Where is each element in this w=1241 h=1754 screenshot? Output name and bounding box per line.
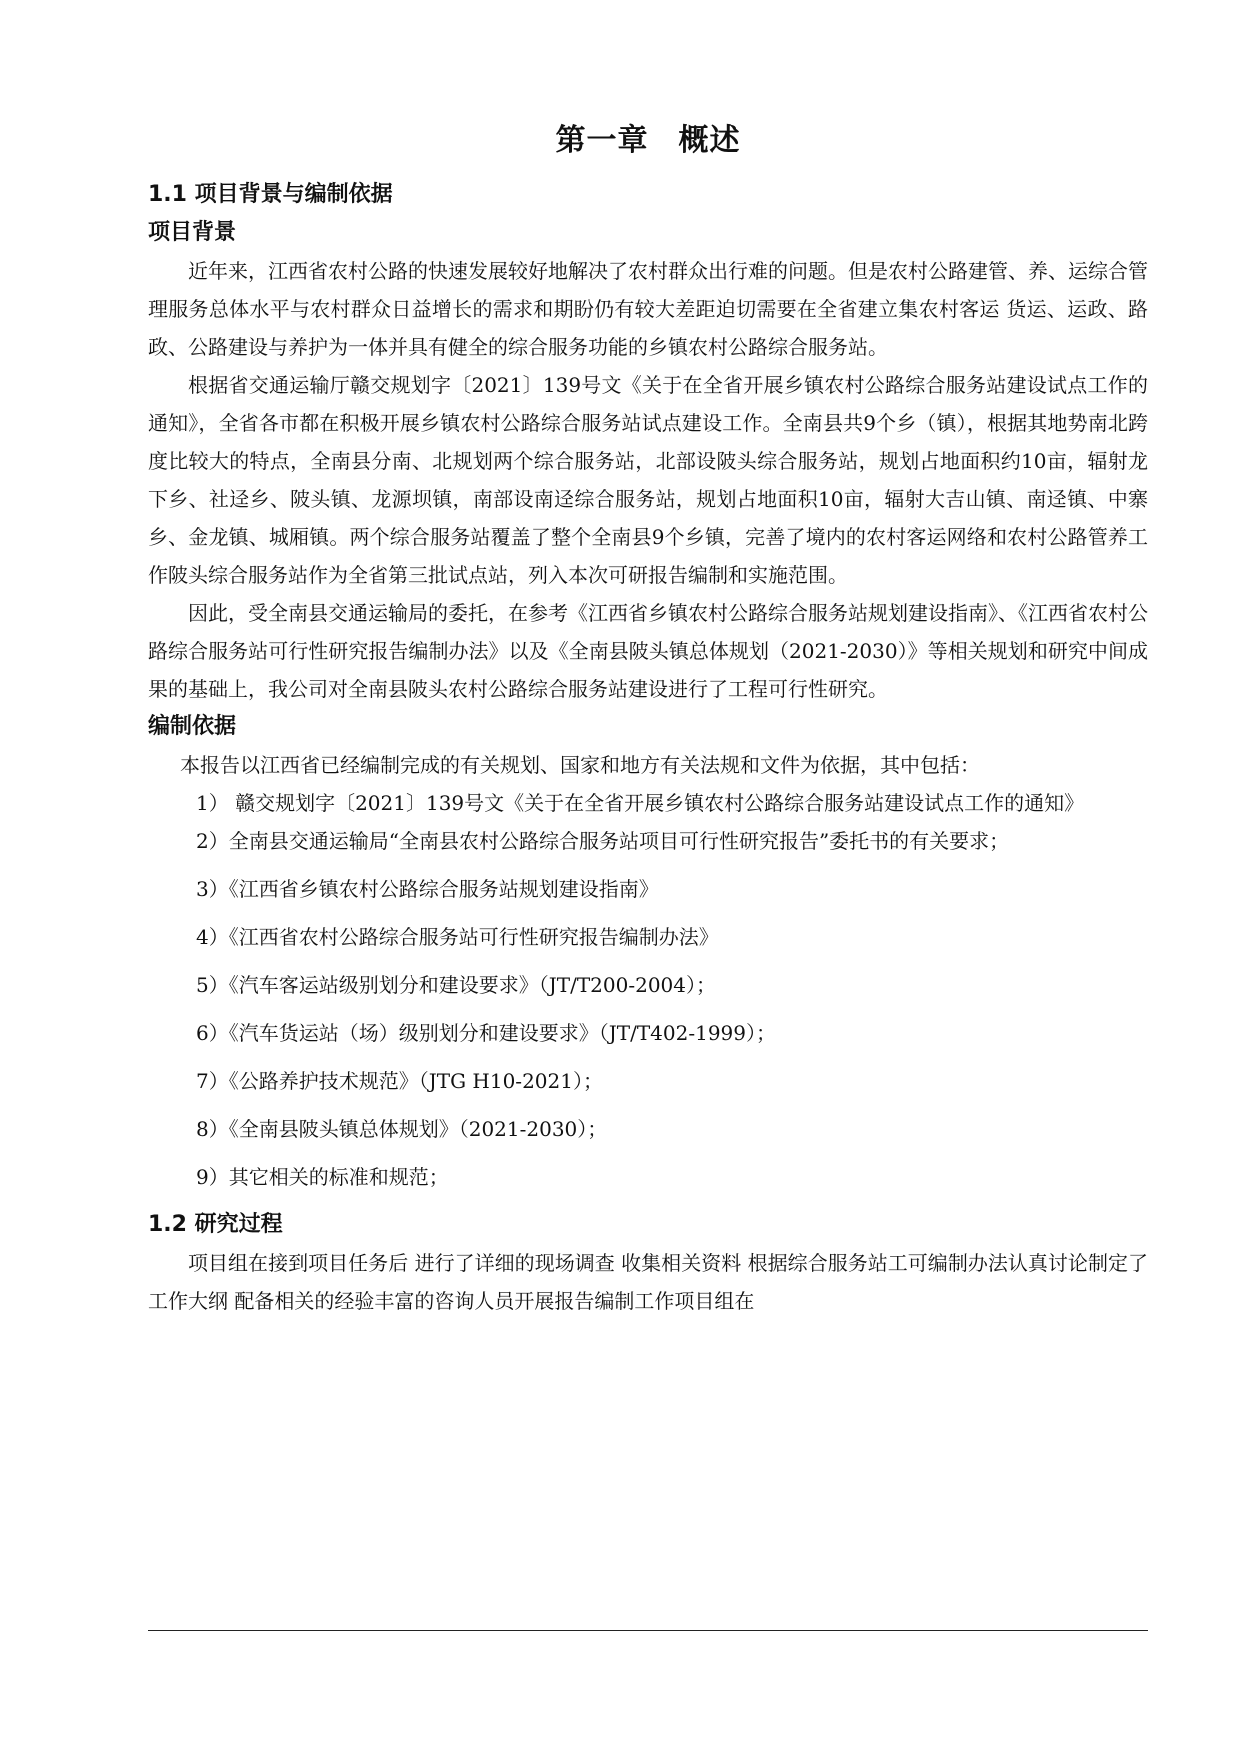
basis-item: 6）《汽车货运站（场）级别划分和建设要求》（JT/T402-1999）； bbox=[196, 1021, 776, 1045]
research-paragraph-1: 项目组在接到项目任务后 进行了详细的现场调查 收集相关资料 根据综合服务站工可编制办法认真讨论制定了工作大纲 配备相关的经验丰富的咨询人员开展报告编制工作项目组在 bbox=[148, 1251, 1148, 1313]
basis-item: 7）《公路养护技术规范》（JTG H10-2021）； bbox=[196, 1069, 603, 1093]
basis-item: 2）全南县交通运输局“全南县农村公路综合服务站项目可行性研究报告”委托书的有关要求； bbox=[196, 829, 1010, 853]
background-paragraph-2: 根据省交通运输厅赣交规划字〔2021〕139号文《关于在全省开展乡镇农村公路综合服务站建设试点工作的通知》，全省各市都在积极开展乡镇农村公路综合服务站试点建设工作。全南县共9个乡（镇），根据其地势南北跨度比较大的特点，全南县分南、北规划两个综合服务站，北部设陂头综合服务站，规划占地面积约10亩，辐射龙下乡、社迳乡、陂头镇、龙源坝镇，南部设南迳综合服务站，规划占地面积10亩，辐射大吉山镇、南迳镇、中寨乡、金龙镇、城厢镇。两个综合服务站覆盖了整个全南县9个乡镇，完善了境内的农村客运网络和农村公路管养工作陂头综合服务站作为全省第三批试点站，列入本次可研报告编制和实施范围。 bbox=[148, 373, 1148, 587]
basis-item: 5）《汽车客运站级别划分和建设要求》（JT/T200-2004）； bbox=[196, 973, 716, 997]
basis-item: 9）其它相关的标准和规范； bbox=[196, 1165, 449, 1189]
basis-item: 8）《全南县陂头镇总体规划》（2021-2030）； bbox=[196, 1117, 608, 1141]
subheading-basis: 编制依据 bbox=[148, 714, 237, 739]
background-paragraph-3: 因此，受全南县交通运输局的委托，在参考《江西省乡镇农村公路综合服务站规划建设指南》、《江西省农村公路综合服务站可行性研究报告编制办法》以及《全南县陂头镇总体规划（2021-2030）》等相关规划和研究中间成果的基础上，我公司对全南县陂头农村公路综合服务站建设进行了工程可行性研究。 bbox=[148, 601, 1148, 701]
document-page bbox=[148, 118, 1148, 1320]
chapter-number: 第一章 bbox=[555, 123, 649, 158]
basis-item: 3）《江西省乡镇农村公路综合服务站规划建设指南》 bbox=[196, 877, 659, 901]
basis-item: 1） 赣交规划字〔2021〕139号文《关于在全省开展乡镇农村公路综合服务站建设试点工作的通知》 bbox=[196, 791, 1085, 815]
footer-divider bbox=[148, 1630, 1148, 1631]
chapter-title bbox=[148, 118, 1148, 164]
subheading-background: 项目背景 bbox=[148, 220, 237, 245]
basis-intro: 本报告以江西省已经编制完成的有关规划、国家和地方有关法规和文件为依据，其中包括： bbox=[180, 753, 980, 777]
chapter-name: 概述 bbox=[678, 123, 741, 158]
background-paragraph-1: 近年来，江西省农村公路的快速发展较好地解决了农村群众出行难的问题。但是农村公路建管、养、运综合管理服务总体水平与农村群众日益增长的需求和期盼仍有较大差距迫切需要在全省建立集农村客运 货运、运政、路政、公路建设与养护为一体并具有健全的综合服务功能的乡镇农村公路综合服务站。 bbox=[148, 259, 1148, 359]
section-heading-1-2: 1.2 研究过程 bbox=[148, 1212, 283, 1237]
basis-item: 4）《江西省农村公路综合服务站可行性研究报告编制办法》 bbox=[196, 925, 719, 949]
section-heading-1-1: 1.1 项目背景与编制依据 bbox=[148, 182, 393, 207]
